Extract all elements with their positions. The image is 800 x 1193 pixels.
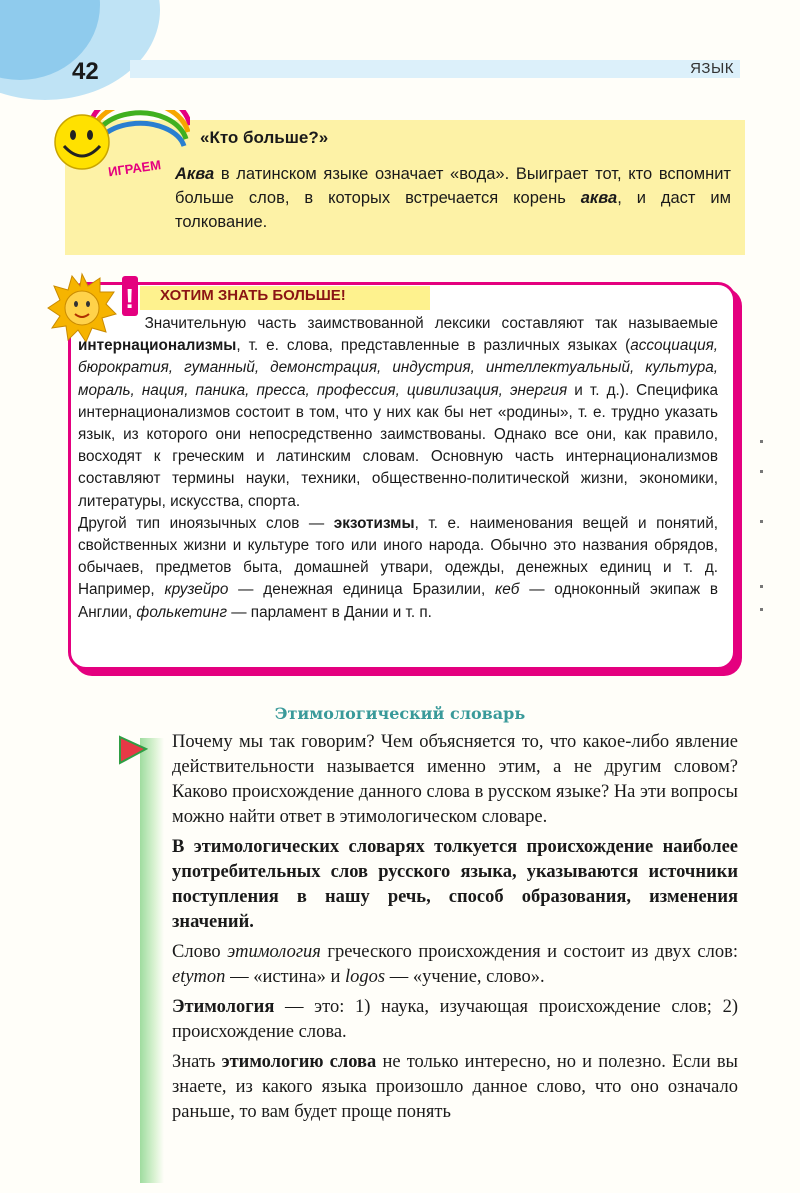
margin-bar xyxy=(140,738,164,1183)
svg-text:!: ! xyxy=(125,283,135,314)
etymology-p1: Почему мы так говорим? Чем объясняется то, что какое-либо явление действительности называется именно этим, а не другим словом? Каково происхождение данного слова в русском языке? На эти вопросы можно найти ответ в этимологическом словаре. xyxy=(172,732,738,827)
know-more-p2: Другой тип иноязычных слов — экзотизмы, т. е. наименования вещей и понятий, свойственных жизни и культуре того или иного народа. Обычно это названия обрядов, обычаев, предметов быта, домашней утвари, одежды, денежных единиц и т. д. Например, крузейро — денежная единица Бразилии, кеб — одноконный экипаж в Англии, фолькетинг — парламент в Дании и т. п. xyxy=(78,514,718,621)
play-arrow-icon xyxy=(118,735,150,767)
margin-dot xyxy=(760,585,763,588)
margin-dot xyxy=(760,470,763,473)
smiley-rainbow-icon xyxy=(50,110,190,180)
etymology-p3: Слово этимология греческого происхождения и состоит из двух слов: etymon — «истина» и logos — «учение, слово». xyxy=(172,942,738,987)
game-text: Аква в латинском языке означает «вода». Выиграет тот, кто вспомнит больше слов, в которых встречается корень аква, и даст им толкование. xyxy=(175,165,731,231)
know-more-title: ХОТИМ ЗНАТЬ БОЛЬШЕ! xyxy=(160,287,346,304)
section-title: ЯЗЫК xyxy=(690,60,734,77)
header-band xyxy=(130,60,740,78)
know-more-p1: Значительную часть заимствованной лексики составляют так называемые интернационализмы, т. е. слова, представленные в различных языках (ассоциация, бюрократия, гуманный, демонстрация, индустрия, интеллектуальный, культура, мораль, нация, паника, пресса, профессия, цивилизация, энергия и т. д.). Специфика интернационализмов состоит в том, что у них как бы нет «родины», т. е. трудно указать язык, из которого они непосредственно заимствованы. Однако все они, как правило, восходят к греческим и латинским словам. Основную часть интернационализмов составляют термины науки, техники, общественно-политической жизни, экономики, литературы, искусства, спорта. xyxy=(78,315,718,510)
etymology-p4: Этимология — это: 1) наука, изучающая происхождение слов; 2) происхождение слова. xyxy=(172,997,738,1042)
margin-dot xyxy=(760,608,763,611)
etymology-heading: Этимологический словарь xyxy=(274,704,526,723)
etymology-body xyxy=(172,730,738,1130)
know-more-text xyxy=(78,313,718,624)
etymology-p5: Знать этимологию слова не только интересно, но и полезно. Если вы знаете, из какого языка произошло данное слово, что оно означало раньше, то вам будет проще понять xyxy=(172,1052,738,1122)
etymology-p2: В этимологических словарях толкуется происхождение наиболее употребительных слов русского языка, указываются источники поступления в нашу речь, способ образования, изменения значений. xyxy=(172,837,738,932)
game-label: ИГРАЕМ xyxy=(107,157,162,180)
page-number: 42 xyxy=(72,58,99,85)
margin-dot xyxy=(760,520,763,523)
margin-dot xyxy=(760,440,763,443)
game-title: «Кто больше?» xyxy=(200,128,329,147)
